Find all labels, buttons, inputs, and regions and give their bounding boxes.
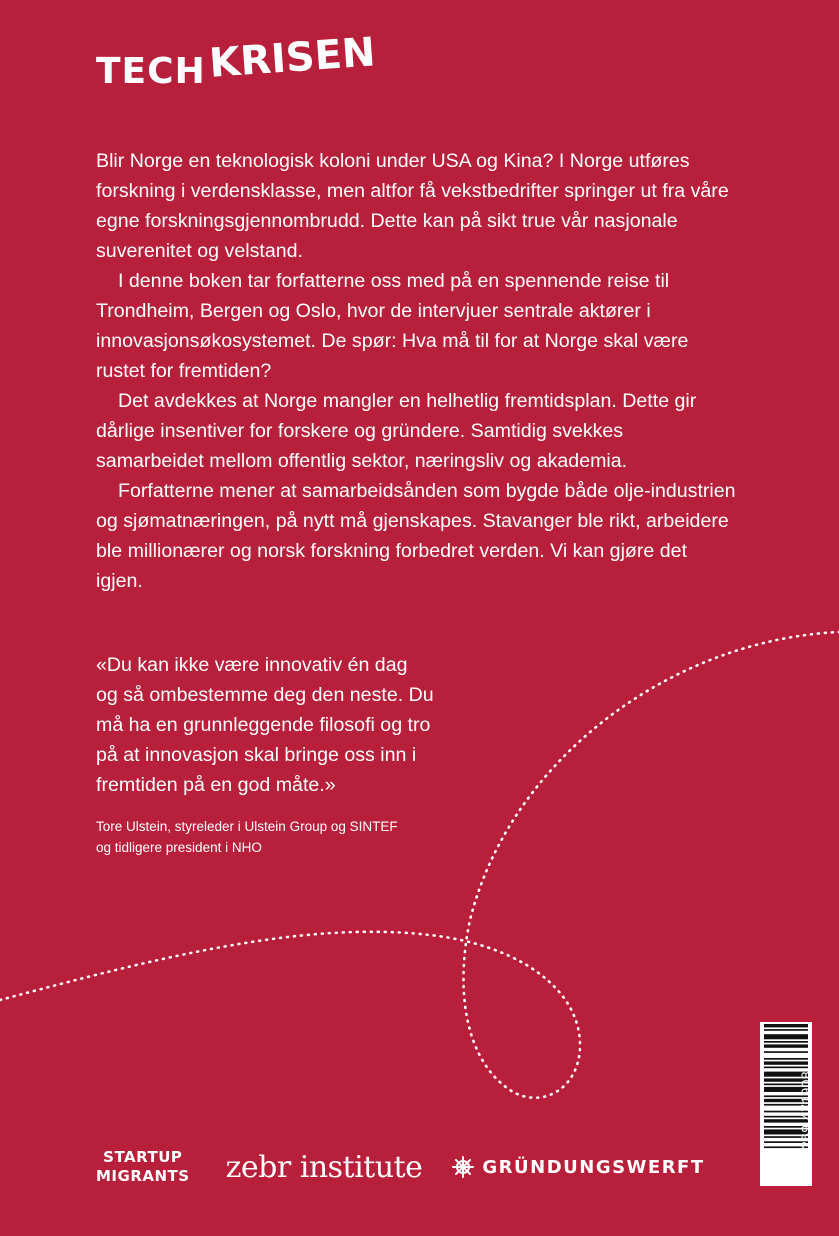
- startup-logo-line2: MIGRANTS: [96, 1167, 190, 1185]
- barcode-bar: [764, 1061, 808, 1064]
- barcode-bar: [764, 1067, 808, 1069]
- isbn-number: 9 788269 471908: [798, 1071, 814, 1186]
- quote-line: fremtiden på en god måte.»: [96, 774, 336, 796]
- attribution-line: Tore Ulstein, styreleder i Ulstein Group og SINTEF: [96, 819, 398, 834]
- startup-migrants-logo: [96, 1148, 190, 1186]
- grundungswerft-logo: [452, 1156, 704, 1178]
- partner-logos: [96, 1148, 705, 1186]
- quote-attribution: [96, 816, 456, 858]
- barcode-bar: [764, 1034, 808, 1039]
- blurb-paragraph: I denne boken tar forfatterne oss med på en spennende reise til Trondheim, Bergen og Oslo, hvor de intervjuer sentrale aktører i innovasjonsøkosystemet. De spør: Hva må til for at Norge skal være rustet for fremtiden?: [96, 270, 689, 382]
- barcode-bar: [764, 1044, 808, 1047]
- quote-line: må ha en grunnleggende filosofi og tro: [96, 714, 431, 736]
- barcode-bar: [764, 1029, 808, 1031]
- barcode-bar: [764, 1041, 808, 1043]
- quote-line: på at innovasjon skal bringe oss inn i: [96, 744, 417, 766]
- quote-block: [96, 650, 476, 800]
- startup-logo-line1: STARTUP: [103, 1148, 183, 1166]
- logo-part-tech: TECH: [96, 51, 206, 92]
- grundungswerft-label: GRÜNDUNGSWERFT: [482, 1156, 705, 1178]
- barcode-bar: [764, 1058, 808, 1060]
- ship-wheel-icon: [452, 1156, 474, 1178]
- zebr-institute-logo: zebr institute: [225, 1149, 423, 1185]
- quote-line: «Du kan ikke være innovativ én dag: [96, 654, 408, 676]
- blurb-paragraph: Det avdekkes at Norge mangler en helhetlig fremtidsplan. Dette gir dårlige insentiver for forskere og gründere. Samtidig svekkes samarbeidet mellom offentlig sektor, næringsliv og akademia.: [96, 390, 697, 472]
- barcode-bar: [764, 1024, 808, 1027]
- blurb-paragraph: Blir Norge en teknologisk koloni under USA og Kina? I Norge utføres forskning i verdensklasse, men altfor få vekstbedrifter springer ut fra våre egne forskningsgjennombrudd. Dette kan på sikt true vår nasjonale suverenitet og velstand.: [96, 150, 729, 262]
- quote-line: og så ombestemme deg den neste. Du: [96, 684, 434, 706]
- attribution-line: og tidligere president i NHO: [96, 840, 262, 855]
- blurb-paragraph: Forfatterne mener at samarbeidsånden som bygde både olje-industrien og sjømatnæringen, på nytt må gjenskapes. Stavanger ble rikt, arbeidere ble millionærer og norsk forskning forbedret verden. Vi kan gjøre det igjen.: [96, 480, 736, 592]
- logo-part-krisen: KRISEN: [207, 29, 377, 87]
- barcode-bar: [764, 1051, 808, 1053]
